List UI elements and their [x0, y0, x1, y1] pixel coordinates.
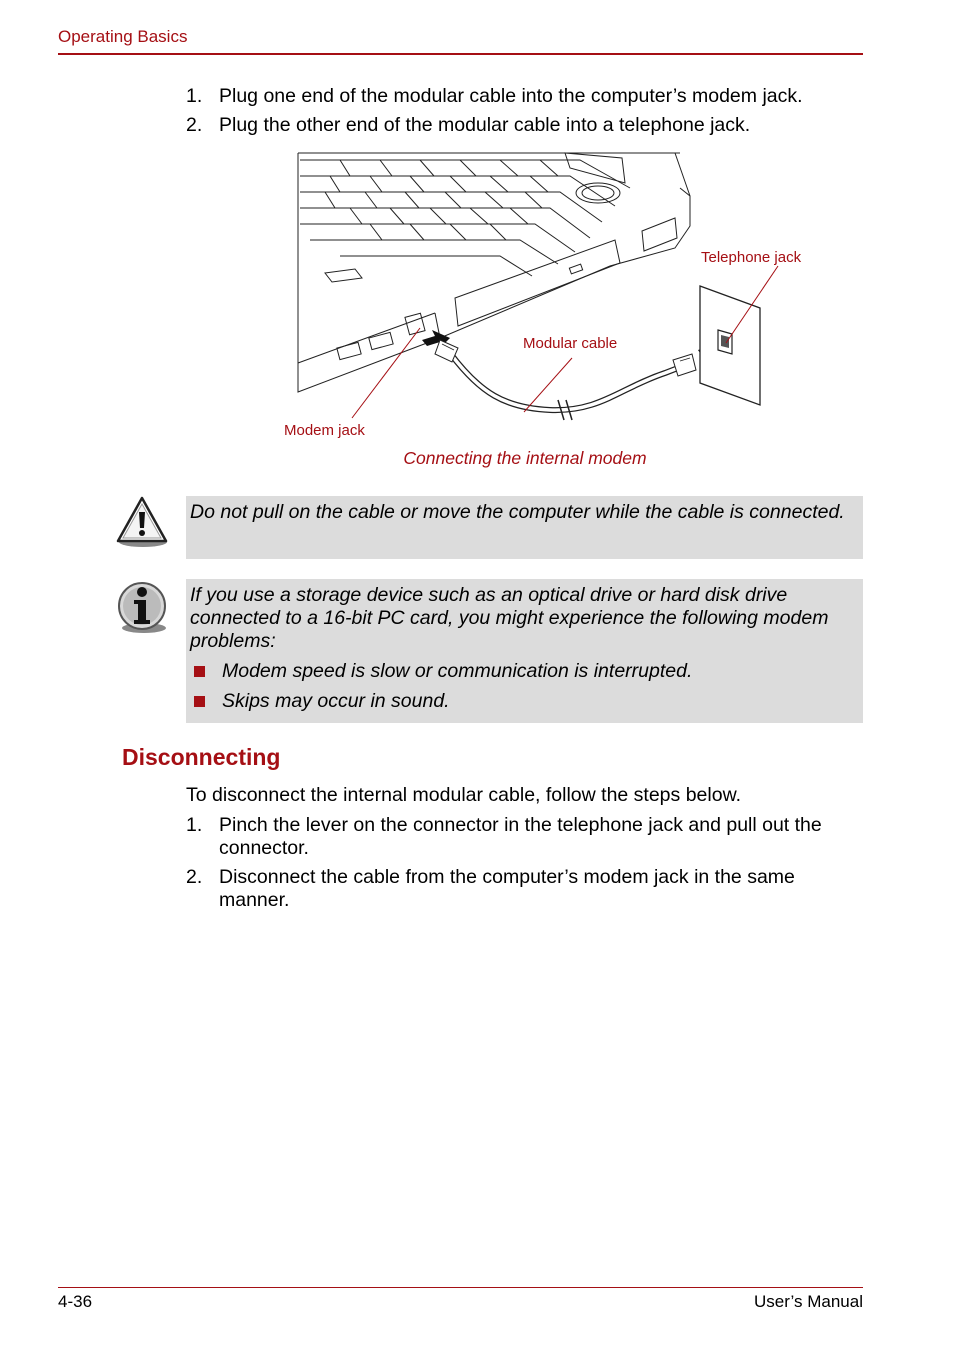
modular-cable-label: Modular cable — [523, 335, 618, 352]
figure-caption: Connecting the internal modem — [403, 448, 647, 468]
section-heading: Disconnecting — [122, 744, 281, 770]
step-text: Disconnect the cable from the computer’s modem jack in the same manner. — [219, 866, 795, 911]
step-text: Plug one end of the modular cable into the computer’s modem jack. — [219, 85, 803, 107]
disconnect-step-1 — [186, 814, 866, 860]
info-note-bullet-2 — [190, 690, 859, 713]
warning-triangle-icon — [116, 494, 168, 550]
step-number: 1. — [186, 85, 203, 107]
info-note-text: If you use a storage device such as an optical drive or hard disk drive connected to a 16-bit PC card, you might experience the following modem problems: — [190, 584, 829, 652]
section-intro: To disconnect the internal modular cable, follow the steps below. — [186, 784, 741, 806]
bullet-text: Skips may occur in sound. — [222, 690, 450, 712]
modem-connection-illustration — [280, 148, 820, 448]
step-number: 2. — [186, 866, 203, 888]
information-icon — [116, 580, 168, 634]
warning-note-text: Do not pull on the cable or move the computer while the cable is connected. — [190, 501, 845, 523]
step-text: Pinch the lever on the connector in the telephone jack and pull out the connector. — [219, 814, 822, 859]
running-header: Operating Basics — [58, 27, 188, 46]
telephone-jack-label: Telephone jack — [701, 249, 802, 266]
step-number: 2. — [186, 114, 203, 136]
bullet-square-icon — [194, 696, 205, 707]
connect-step-1 — [186, 85, 866, 108]
modem-connection-figure — [280, 148, 820, 448]
info-note-bullet-1 — [190, 660, 859, 683]
warning-note — [186, 496, 863, 559]
footer-rule — [58, 1287, 863, 1288]
step-text: Plug the other end of the modular cable into a telephone jack. — [219, 114, 751, 136]
page-number: 4-36 — [58, 1292, 93, 1311]
bullet-square-icon — [194, 666, 205, 677]
bullet-text: Modem speed is slow or communication is interrupted. — [222, 660, 693, 682]
step-number: 1. — [186, 814, 203, 836]
modem-jack-label: Modem jack — [284, 422, 365, 439]
header-rule — [58, 53, 863, 55]
connect-step-2 — [186, 114, 866, 137]
disconnect-step-2 — [186, 866, 866, 912]
info-note — [186, 579, 863, 723]
manual-name: User’s Manual — [754, 1292, 863, 1311]
